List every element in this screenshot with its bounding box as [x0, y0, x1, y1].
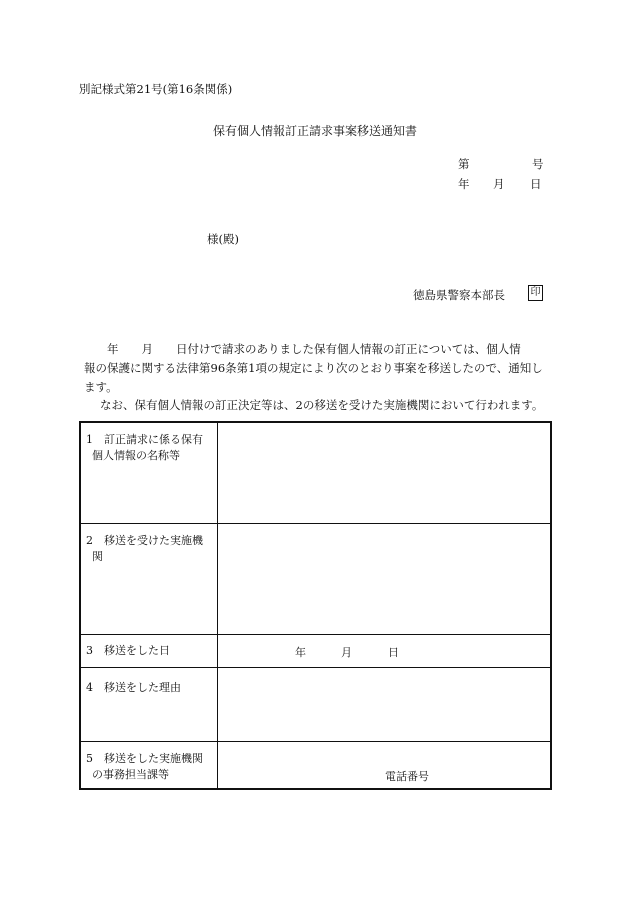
- transfer-date-day: 日: [388, 646, 399, 659]
- column-divider: [217, 423, 218, 523]
- column-divider: [217, 524, 218, 635]
- row-label: 5 移送をした実施機関 の事務担当課等: [86, 752, 203, 781]
- seal-icon: 印: [528, 285, 543, 301]
- body-note: なお、保有個人情報の訂正決定等は、2の移送を受けた実施機関において行われます。: [100, 398, 544, 412]
- table-row: [81, 423, 550, 523]
- table-row: [81, 667, 550, 742]
- transfer-date-month: 月: [341, 646, 352, 659]
- row-label: 1 訂正請求に係る保有 個人情報の名称等: [86, 433, 203, 462]
- document-title: 保有個人情報訂正請求事案移送通知書: [212, 124, 417, 138]
- column-divider: [217, 635, 218, 668]
- row-label: 4 移送をした理由: [86, 681, 181, 694]
- row-label: 3 移送をした日: [86, 644, 170, 657]
- addressee: 様(殿): [207, 232, 239, 246]
- phone-number-label: 電話番号: [385, 770, 429, 783]
- table-row: [81, 741, 550, 789]
- table-row: [81, 523, 550, 635]
- issue-date-year: 年: [458, 177, 470, 191]
- transfer-details-table: [79, 421, 552, 790]
- table-row: [81, 634, 550, 668]
- reference-number-suffix: 号: [532, 157, 544, 171]
- column-divider: [217, 668, 218, 742]
- body-line: 年 月 日付けで請求のありました保有個人情報の訂正については、個人情: [84, 342, 521, 356]
- column-divider: [217, 742, 218, 789]
- transfer-date-year: 年: [295, 646, 306, 659]
- issue-date-day: 日: [530, 177, 542, 191]
- body-line: ます。: [84, 380, 118, 394]
- reference-number-prefix: 第: [458, 157, 470, 171]
- body-paragraph: [84, 340, 554, 397]
- row-label: 2 移送を受けた実施機 関: [86, 534, 203, 563]
- issuer-name: 徳島県警察本部長: [413, 288, 505, 302]
- issue-date-month: 月: [493, 177, 505, 191]
- body-line: 報の保護に関する法律第96条第1項の規定により次のとおり事案を移送したので、通知し: [84, 361, 543, 375]
- form-number: 別記様式第21号(第16条関係): [79, 82, 233, 96]
